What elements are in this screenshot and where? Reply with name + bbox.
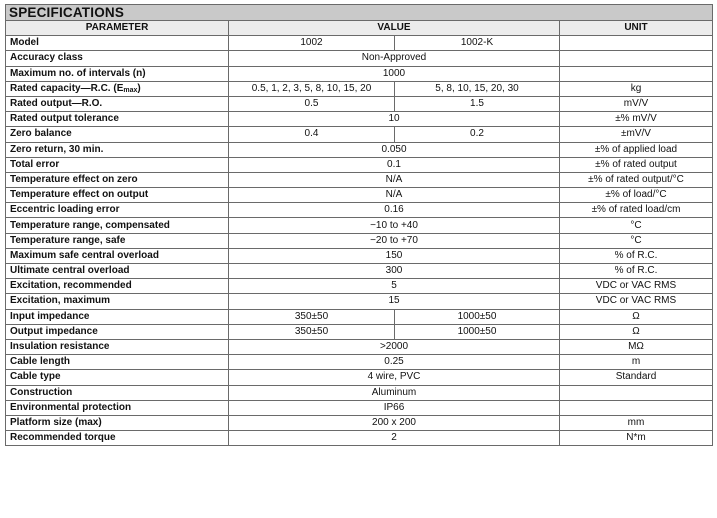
table-row (6, 370, 713, 385)
parameter-subscript: max (123, 86, 138, 94)
value-cell: 15 (229, 294, 560, 309)
table-title: SPECIFICATIONS (6, 5, 713, 21)
parameter-label: Ultimate central overload (10, 265, 130, 277)
table-row (6, 431, 713, 446)
header-unit: UNIT (560, 21, 713, 36)
parameter-label: Temperature effect on zero (10, 173, 138, 185)
table-body (6, 36, 713, 446)
unit-cell: % of R.C. (560, 248, 713, 263)
table-row (6, 294, 713, 309)
parameter-cell (6, 264, 229, 279)
parameter-suffix: ) (137, 82, 141, 94)
value-cell: 10 (229, 112, 560, 127)
unit-cell: ±% of rated load/cm (560, 203, 713, 218)
parameter-label: Platform size (max) (10, 416, 102, 428)
parameter-label: Excitation, recommended (10, 280, 132, 292)
parameter-cell (6, 309, 229, 324)
table-row (6, 248, 713, 263)
header-value: VALUE (229, 21, 560, 36)
table-row (6, 36, 713, 51)
parameter-cell (6, 172, 229, 187)
value-cell: 200 x 200 (229, 415, 560, 430)
parameter-cell (6, 431, 229, 446)
parameter-label: Rated capacity—R.C. (E (10, 82, 124, 94)
table-row (6, 218, 713, 233)
parameter-cell (6, 218, 229, 233)
parameter-cell (6, 66, 229, 81)
table-row (6, 112, 713, 127)
parameter-label: Insulation resistance (10, 341, 110, 353)
parameter-cell (6, 81, 229, 96)
table-row (6, 96, 713, 111)
parameter-label: Total error (10, 158, 60, 170)
value-cell: 1002 (229, 36, 395, 51)
parameter-cell (6, 415, 229, 430)
value-cell: 0.16 (229, 203, 560, 218)
value-cell: 5 (229, 279, 560, 294)
table-row (6, 127, 713, 142)
unit-cell: VDC or VAC RMS (560, 294, 713, 309)
parameter-label: Maximum no. of intervals (n) (10, 67, 146, 79)
parameter-cell (6, 112, 229, 127)
unit-cell: m (560, 355, 713, 370)
value-cell: IP66 (229, 400, 560, 415)
value-cell: >2000 (229, 339, 560, 354)
table-row (6, 355, 713, 370)
unit-cell: Ω (560, 309, 713, 324)
parameter-cell (6, 51, 229, 66)
unit-cell (560, 66, 713, 81)
table-row (6, 188, 713, 203)
unit-cell: ±% of rated output (560, 157, 713, 172)
parameter-label: Environmental protection (10, 401, 132, 413)
parameter-label: Temperature range, compensated (10, 219, 170, 231)
specifications-panel (5, 4, 712, 446)
value-cell: 0.4 (229, 127, 395, 142)
header-parameter: PARAMETER (6, 21, 229, 36)
value-cell: 0.1 (229, 157, 560, 172)
unit-cell (560, 51, 713, 66)
parameter-cell (6, 127, 229, 142)
value-cell: 1000±50 (395, 324, 560, 339)
unit-cell: mm (560, 415, 713, 430)
unit-cell: ±% of load/°C (560, 188, 713, 203)
unit-cell: ±% mV/V (560, 112, 713, 127)
specifications-table (5, 4, 713, 446)
unit-cell: N*m (560, 431, 713, 446)
parameter-label: Excitation, maximum (10, 295, 111, 307)
parameter-label: Maximum safe central overload (10, 249, 159, 261)
parameter-label: Eccentric loading error (10, 204, 120, 216)
unit-cell (560, 400, 713, 415)
value-cell: 350±50 (229, 309, 395, 324)
parameter-cell (6, 370, 229, 385)
parameter-cell (6, 339, 229, 354)
table-row (6, 385, 713, 400)
unit-cell: ±% of applied load (560, 142, 713, 157)
table-row (6, 203, 713, 218)
value-cell: −20 to +70 (229, 233, 560, 248)
parameter-label: Cable length (10, 356, 71, 368)
value-cell: 300 (229, 264, 560, 279)
parameter-cell (6, 400, 229, 415)
parameter-cell (6, 36, 229, 51)
parameter-label: Accuracy class (10, 52, 83, 64)
table-row (6, 339, 713, 354)
parameter-label: Rated output tolerance (10, 113, 119, 125)
value-cell: 0.5, 1, 2, 3, 5, 8, 10, 15, 20 (229, 81, 395, 96)
parameter-label: Recommended torque (10, 432, 116, 444)
unit-cell: Standard (560, 370, 713, 385)
value-cell: 2 (229, 431, 560, 446)
value-cell: −10 to +40 (229, 218, 560, 233)
value-cell: 0.050 (229, 142, 560, 157)
value-cell: 1000 (229, 66, 560, 81)
table-row (6, 51, 713, 66)
parameter-cell (6, 188, 229, 203)
table-row (6, 66, 713, 81)
unit-cell: mV/V (560, 96, 713, 111)
value-cell: 350±50 (229, 324, 395, 339)
value-cell: 4 wire, PVC (229, 370, 560, 385)
parameter-cell (6, 96, 229, 111)
value-cell: N/A (229, 172, 560, 187)
parameter-label: Output impedance (10, 325, 98, 337)
parameter-cell (6, 385, 229, 400)
parameter-cell (6, 157, 229, 172)
parameter-label: Model (10, 37, 39, 49)
table-row (6, 172, 713, 187)
parameter-label: Zero balance (10, 128, 72, 140)
value-cell: 5, 8, 10, 15, 20, 30 (395, 81, 560, 96)
value-cell: Aluminum (229, 385, 560, 400)
unit-cell: VDC or VAC RMS (560, 279, 713, 294)
parameter-cell (6, 279, 229, 294)
value-cell: 0.5 (229, 96, 395, 111)
table-row (6, 324, 713, 339)
unit-cell: °C (560, 233, 713, 248)
table-row (6, 142, 713, 157)
table-row (6, 233, 713, 248)
parameter-label: Zero return, 30 min. (10, 143, 104, 155)
unit-cell: ±% of rated output/°C (560, 172, 713, 187)
parameter-label: Cable type (10, 371, 61, 383)
parameter-label: Temperature range, safe (10, 234, 126, 246)
unit-cell: % of R.C. (560, 264, 713, 279)
table-row (6, 264, 713, 279)
table-row (6, 309, 713, 324)
unit-cell (560, 385, 713, 400)
parameter-label: Temperature effect on output (10, 189, 149, 201)
table-row (6, 157, 713, 172)
unit-cell: °C (560, 218, 713, 233)
parameter-cell (6, 203, 229, 218)
parameter-label: Construction (10, 386, 73, 398)
table-row (6, 415, 713, 430)
unit-cell: kg (560, 81, 713, 96)
header-row (6, 21, 713, 36)
value-cell: 150 (229, 248, 560, 263)
unit-cell: ±mV/V (560, 127, 713, 142)
table-row (6, 81, 713, 96)
parameter-cell (6, 248, 229, 263)
value-cell: 1000±50 (395, 309, 560, 324)
value-cell: Non-Approved (229, 51, 560, 66)
table-row (6, 279, 713, 294)
value-cell: 1002-K (395, 36, 560, 51)
table-row (6, 400, 713, 415)
parameter-cell (6, 294, 229, 309)
parameter-cell (6, 355, 229, 370)
value-cell: N/A (229, 188, 560, 203)
parameter-cell (6, 233, 229, 248)
parameter-label: Input impedance (10, 310, 90, 322)
value-cell: 1.5 (395, 96, 560, 111)
parameter-cell (6, 324, 229, 339)
parameter-cell (6, 142, 229, 157)
unit-cell: MΩ (560, 339, 713, 354)
value-cell: 0.2 (395, 127, 560, 142)
unit-cell: Ω (560, 324, 713, 339)
value-cell: 0.25 (229, 355, 560, 370)
unit-cell (560, 36, 713, 51)
parameter-label: Rated output—R.O. (10, 98, 103, 110)
